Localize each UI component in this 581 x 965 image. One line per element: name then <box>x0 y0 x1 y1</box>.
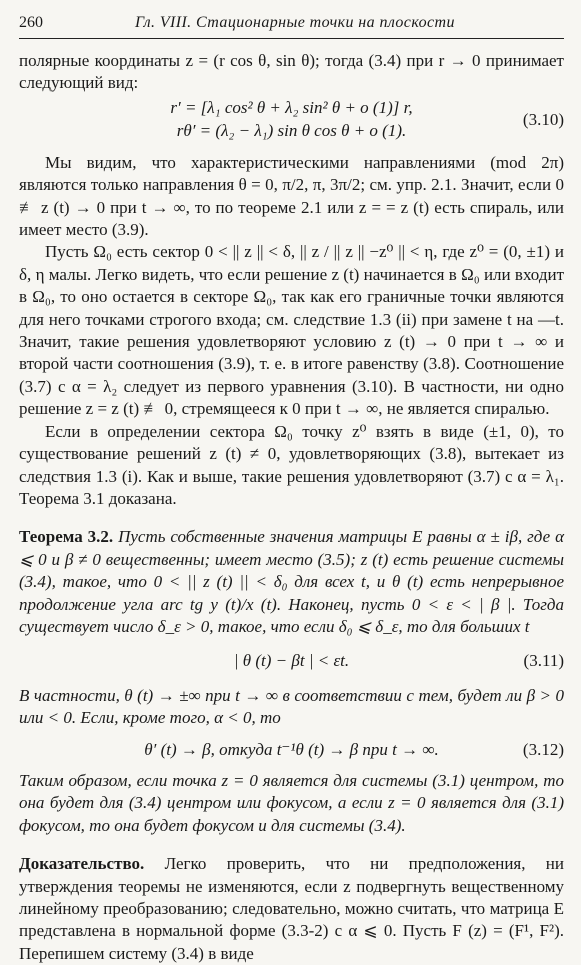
paragraph-sector-omega: Пусть Ω₀ есть сектор 0 < || z || < δ, || z / || z || −z⁰ || < η, где z⁰ = (0, ±1) и δ, η малы. Легко видеть, что если решение z (t) начинается в Ω₀ или входит в Ω₀, то оно остается в секторе Ω₀, так как его граничные точки являются для него точками строгого входа; см. следствие 1.3 (ii) при замене t на —t. Значит, такие решения удовлетворяют условию z (t) → 0 при t → ∞ и второй части соотношения (3.9), т. е. в итоге равенству (3.8). Соотношение (3.7) с α = λ₂ следует из первого уравнения (3.10). В частности, ни одно решение z = z (t) ≢ 0, стремящееся к 0 при t → ∞, не является спиралью. <box>19 242 564 419</box>
running-title: Гл. VIII. Стационарные точки на плоскости <box>135 14 455 31</box>
equation-number: (3.10) <box>522 109 564 129</box>
paragraph-characteristic-directions: Мы видим, что характеристическими направлениями (mod 2π) являются только направления θ = 0, π/2, π, 3π/2; см. упр. 2.1. Значит, если 0 ≢ z (t) → 0 при t → ∞, то по теореме 2.1 или z = = z (t) есть спираль, или имеет место (3.9). <box>19 152 564 240</box>
page-header <box>19 12 564 39</box>
equation-number: (3.11) <box>523 651 564 671</box>
equation-number: (3.12) <box>522 739 564 759</box>
paragraph-polar-coordinates: полярные координаты z = (r cos θ, sin θ); тогда (3.4) при r → 0 принимает следующий вид: <box>19 51 564 93</box>
equation-3-10-line-2: rθ′ = (λ₂ − λ₁) sin θ cos θ + o (1). <box>176 120 407 140</box>
proof-text: Легко проверить, что ни предположения, ни утверждения теоремы не изменяются, если z подвергнуть вещественному линейному преобразованию; следовательно, можно считать, что матрица E представлена в нормальной форме (3.3-2) с α ⩽ 0. Пусть F (z) = (F¹, F²). Перепишем систему (3.4) в виде <box>19 854 564 963</box>
equation-3-11-text: | θ (t) − βt | < εt. <box>233 651 350 671</box>
paragraph-sector-definition: Если в определении сектора Ω₀ точку z⁰ взять в виде (±1, 0), то существование решений z (t) ≠ 0, удовлетворяющих (3.8), вытекает из следствия 1.3 (i). Как и выше, такие решения удовлетворяют (3.7) с α = λ₁. Теорема 3.1 доказана. <box>19 421 564 508</box>
proof-paragraph <box>19 853 564 965</box>
theorem-statement: Пусть собственные значения матрицы E равны α ± iβ, где α ⩽ 0 и β ≠ 0 вещественны; имеет место (3.5); z (t) есть решение системы (3.4), такое, что 0 < || z (t) || < δ₀ для всех t, и θ (t) есть непрерывное продолжение угла arc tg y (t)/x (t). Наконец, пусть 0 < ε < | β |. Тогда существует число δ_ε > 0, такое, что если δ₀ ⩽ δ_ε, то для больших t <box>19 527 565 636</box>
proof-label: Доказательство. <box>19 854 145 874</box>
theorem-3-2 <box>19 526 564 638</box>
equation-3-10 <box>19 97 564 143</box>
theorem-label: Теорема 3.2. <box>19 527 114 547</box>
equation-3-12 <box>19 739 564 761</box>
paragraph-center-focus: Таким образом, если точка z = 0 является для системы (3.1) центром, то она будет для (3.4) центром или фокусом, а если z = 0 является для (3.1) фокусом, то она будет фокусом и для системы (3.4). <box>19 770 564 835</box>
page-number: 260 <box>19 14 43 31</box>
equation-3-12-text: θ′ (t) → β, откуда t⁻¹θ (t) → β при t → ∞. <box>144 739 439 759</box>
page-body <box>19 50 564 965</box>
paragraph-in-particular: В частности, θ (t) → ±∞ при t → ∞ в соответствии с тем, будет ли β > 0 или < 0. Если, кроме того, α < 0, то <box>19 685 564 728</box>
equation-3-10-line-1: r′ = [λ₁ cos² θ + λ₂ sin² θ + o (1)] r, <box>170 97 413 117</box>
equation-3-11 <box>19 650 564 672</box>
